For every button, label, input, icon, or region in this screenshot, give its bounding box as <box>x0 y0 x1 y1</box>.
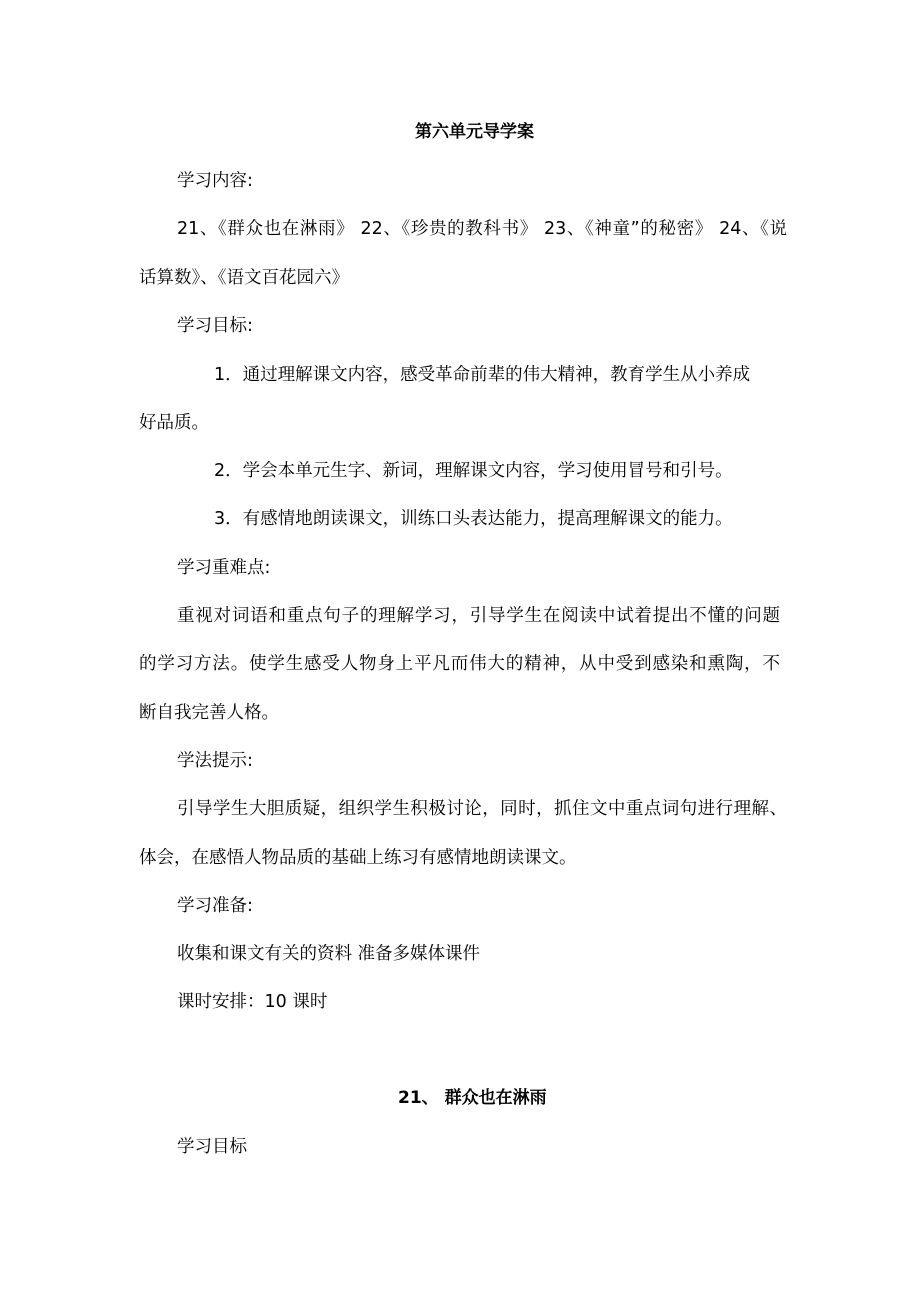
key-line-3: 断自我完善人格。 <box>139 703 279 723</box>
heading-method: 学法提示: <box>177 751 253 771</box>
lessons-line-2: 话算数》、《语文百花园六》 <box>139 268 349 288</box>
heading-prep: 学习准备: <box>177 896 253 916</box>
heading-key-points: 学习重难点: <box>177 558 271 578</box>
heading-content: 学习内容: <box>177 171 253 191</box>
doc-title: 第六单元导学案 <box>415 122 534 142</box>
schedule-line: 课时安排：10 课时 <box>177 992 328 1012</box>
prep-line: 收集和课文有关的资料 准备多媒体课件 <box>177 944 481 964</box>
goal-3: 3．有感情地朗读课文，训练口头表达能力，提高理解课文的能力。 <box>214 509 733 529</box>
goal-1-line-2: 好品质。 <box>139 413 209 433</box>
lessons-line-1: 21、《群众也在淋雨》 22、《珍贵的教科书》 23、《神童”的秘密》 24、《说 <box>177 219 787 239</box>
lesson-title: 21、 群众也在淋雨 <box>398 1088 547 1108</box>
goal-2: 2．学会本单元生字、新词，理解课文内容，学习使用冒号和引号。 <box>214 461 733 481</box>
method-line-1: 引导学生大胆质疑，组织学生积极讨论，同时，抓住文中重点词句进行理解、 <box>177 799 787 819</box>
goal-1-line-1: 1．通过理解课文内容，感受革命前辈的伟大精神，教育学生从小养成 <box>214 365 751 385</box>
method-line-2: 体会，在感悟人物品质的基础上练习有感情地朗读课文。 <box>139 848 577 868</box>
heading-goals: 学习目标: <box>177 316 253 336</box>
lesson-goals-heading: 学习目标 <box>177 1137 247 1157</box>
key-line-2: 的学习方法。使学生感受人物身上平凡而伟大的精神，从中受到感染和熏陶，不 <box>139 654 780 674</box>
key-line-1: 重视对词语和重点句子的理解学习，引导学生在阅读中试着提出不懂的问题 <box>177 606 780 626</box>
